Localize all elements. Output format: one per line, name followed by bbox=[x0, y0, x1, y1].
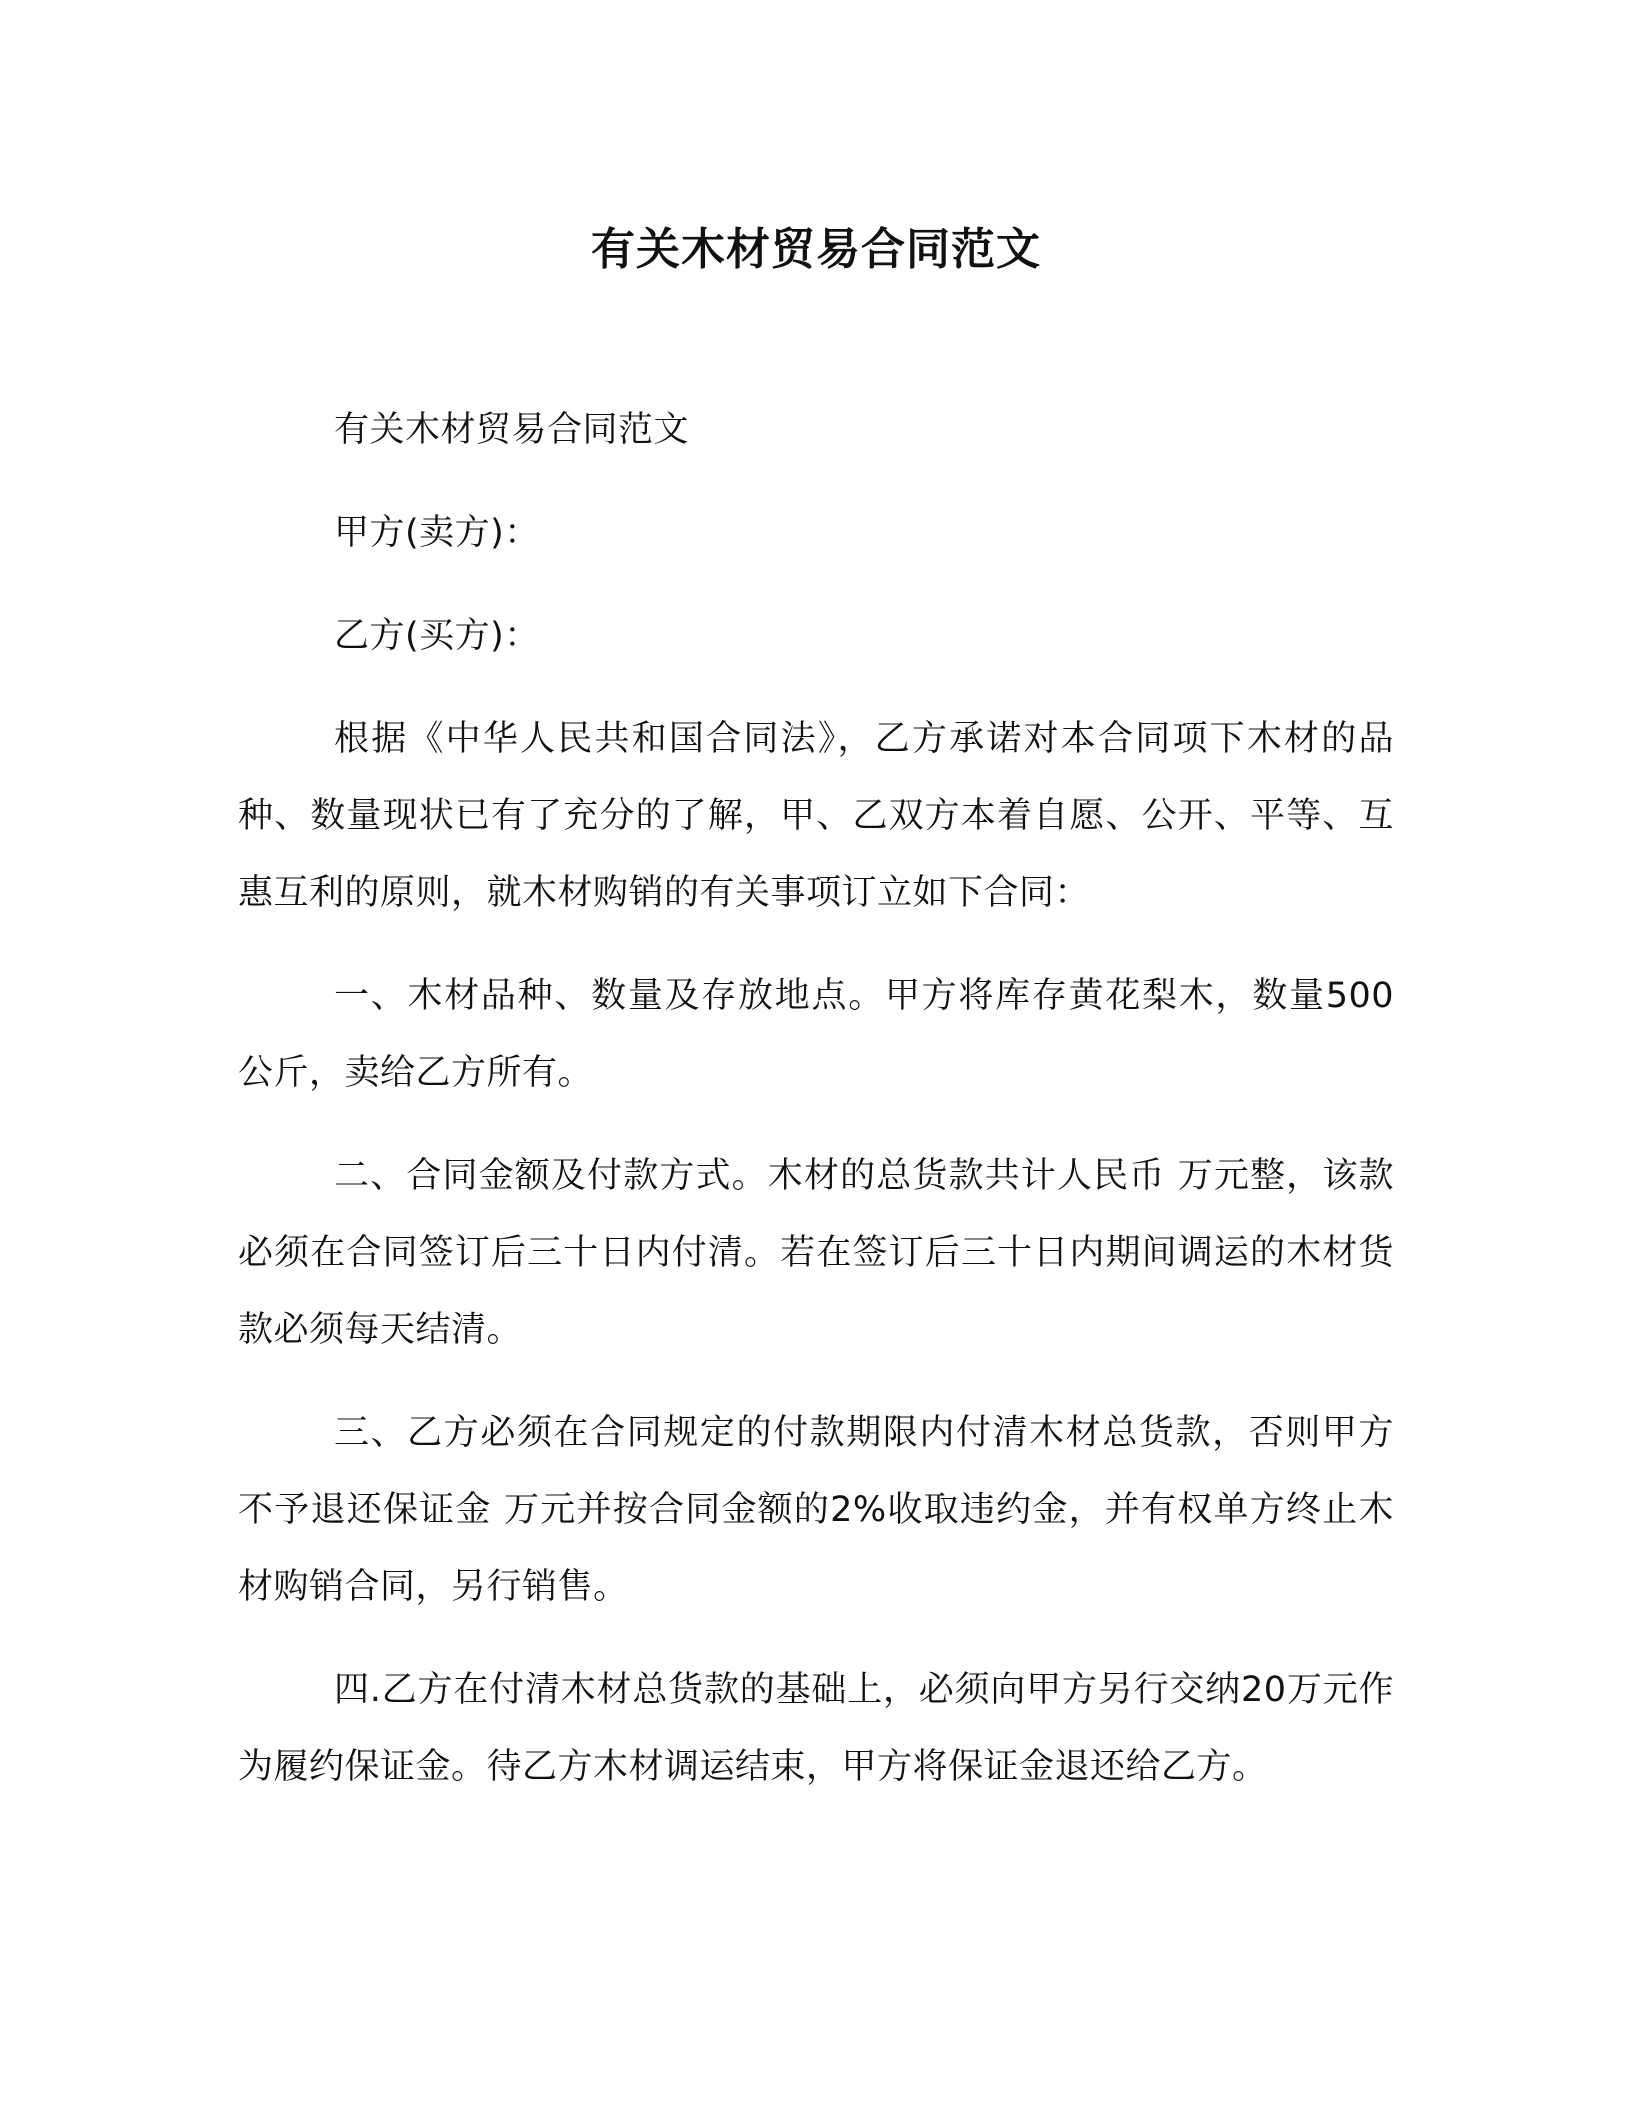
paragraph-clause-2: 二、合同金额及付款方式。木材的总货款共计人民币 万元整，该款必须在合同签订后三十日内付清。若在签订后三十日内期间调运的木材货款必须每天结清。 bbox=[238, 1156, 1394, 1350]
paragraph-clause-4: 四.乙方在付清木材总货款的基础上，必须向甲方另行交纳20万元作为履约保证金。待乙方木材调运结束，甲方将保证金退还给乙方。 bbox=[238, 1670, 1394, 1787]
paragraph-subtitle: 有关木材贸易合同范文 bbox=[334, 410, 690, 450]
paragraph-party-b: 乙方(买方)： bbox=[334, 616, 540, 656]
document-body bbox=[238, 392, 1394, 1832]
paragraph-preamble: 根据《中华人民共和国合同法》，乙方承诺对本合同项下木材的品种、数量现状已有了充分的了解，甲、乙双方本着自愿、公开、平等、互惠互利的原则，就木材购销的有关事项订立如下合同： bbox=[238, 719, 1394, 913]
paragraph-clause-3: 三、乙方必须在合同规定的付款期限内付清木材总货款，否则甲方不予退还保证金 万元并按合同金额的2%收取违约金，并有权单方终止木材购销合同，另行销售。 bbox=[238, 1413, 1394, 1607]
paragraph-party-a: 甲方(卖方)： bbox=[334, 513, 540, 553]
paragraph-clause-1: 一、木材品种、数量及存放地点。甲方将库存黄花梨木，数量500公斤，卖给乙方所有。 bbox=[238, 976, 1394, 1093]
document-title: 有关木材贸易合同范文 bbox=[591, 224, 1041, 275]
